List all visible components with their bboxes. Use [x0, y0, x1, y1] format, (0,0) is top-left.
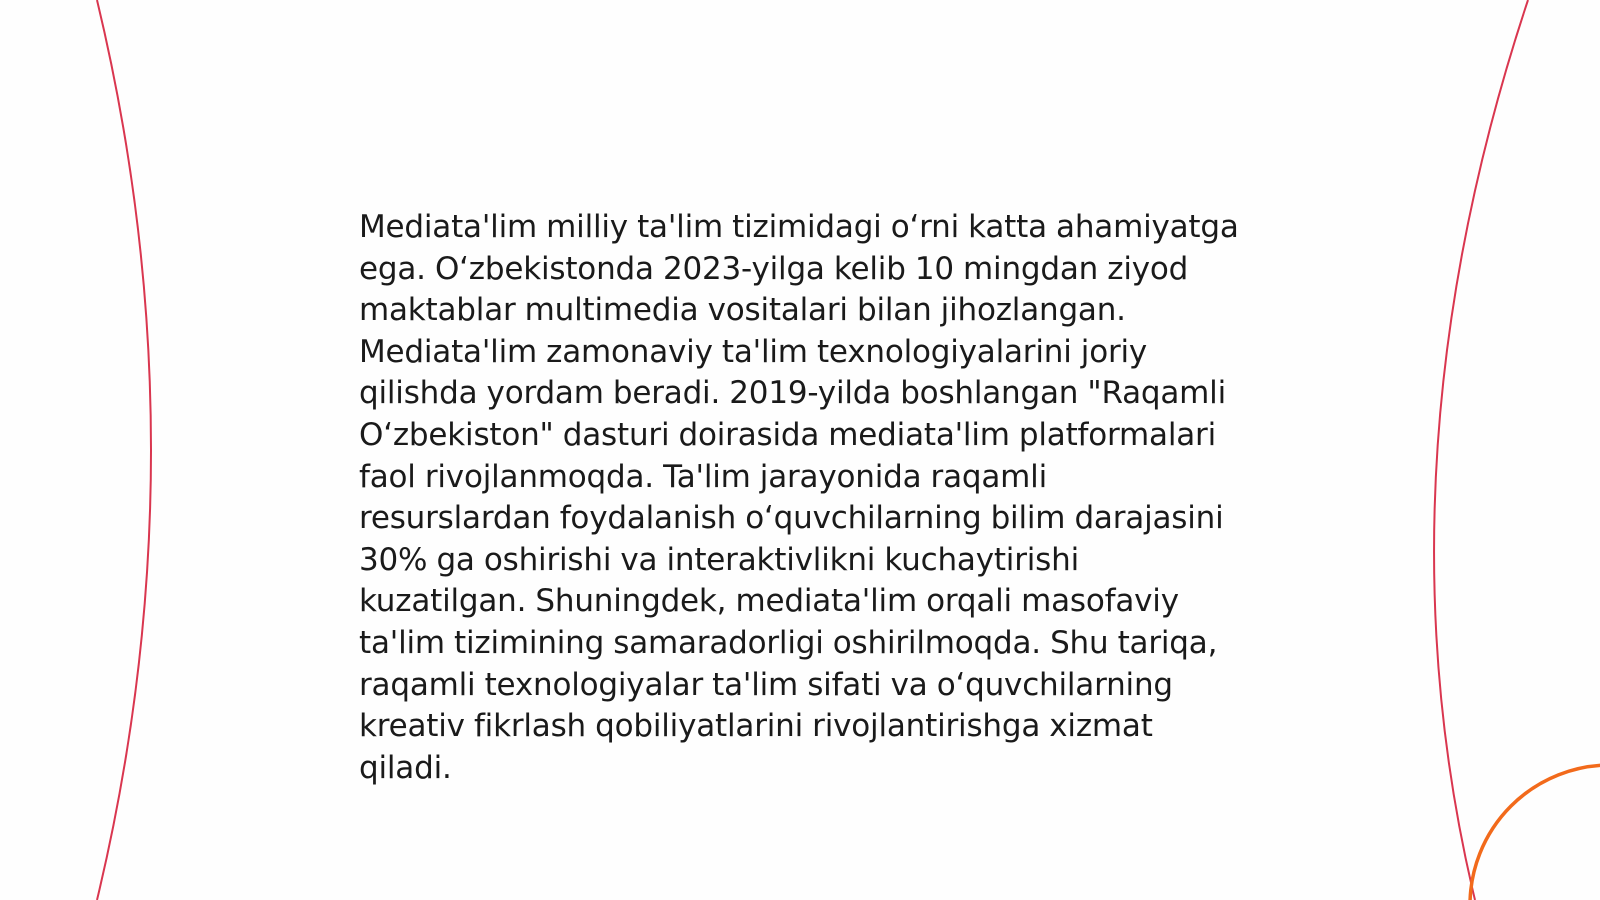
main-paragraph: Mediata'lim milliy ta'lim tizimidagi o‘rni katta ahamiyatga ega. O‘zbekistonda 2023-yilga kelib 10 mingdan ziyod maktablar multimedia vositalari bilan jihozlangan. Mediata'lim zamonaviy ta'lim texnologiyalarini joriy qilishda yordam beradi. 2019-yilda boshlangan "Raqamli O‘zbekiston" dasturi doirasida mediata'lim platformalari faol rivojlanmoqda. Ta'lim jarayonida raqamli resurslardan foydalanish o‘quvchilarning bilim darajasini 30% ga oshirishi va interaktivlikni kuchaytirishi kuzatilgan. Shuningdek, mediata'lim orqali masofaviy ta'lim tizimining samaradorligi oshirilmoqda. Shu tariqa, raqamli texnologiyalar ta'lim sifati va o‘quvchilarning kreativ fikrlash qobiliyatlarini rivojlantirishga xizmat qiladi.: [359, 209, 1239, 786]
right-curve-line: [1434, 0, 1528, 900]
orange-circle-arc: [1470, 765, 1600, 900]
left-curve-line: [97, 0, 151, 900]
